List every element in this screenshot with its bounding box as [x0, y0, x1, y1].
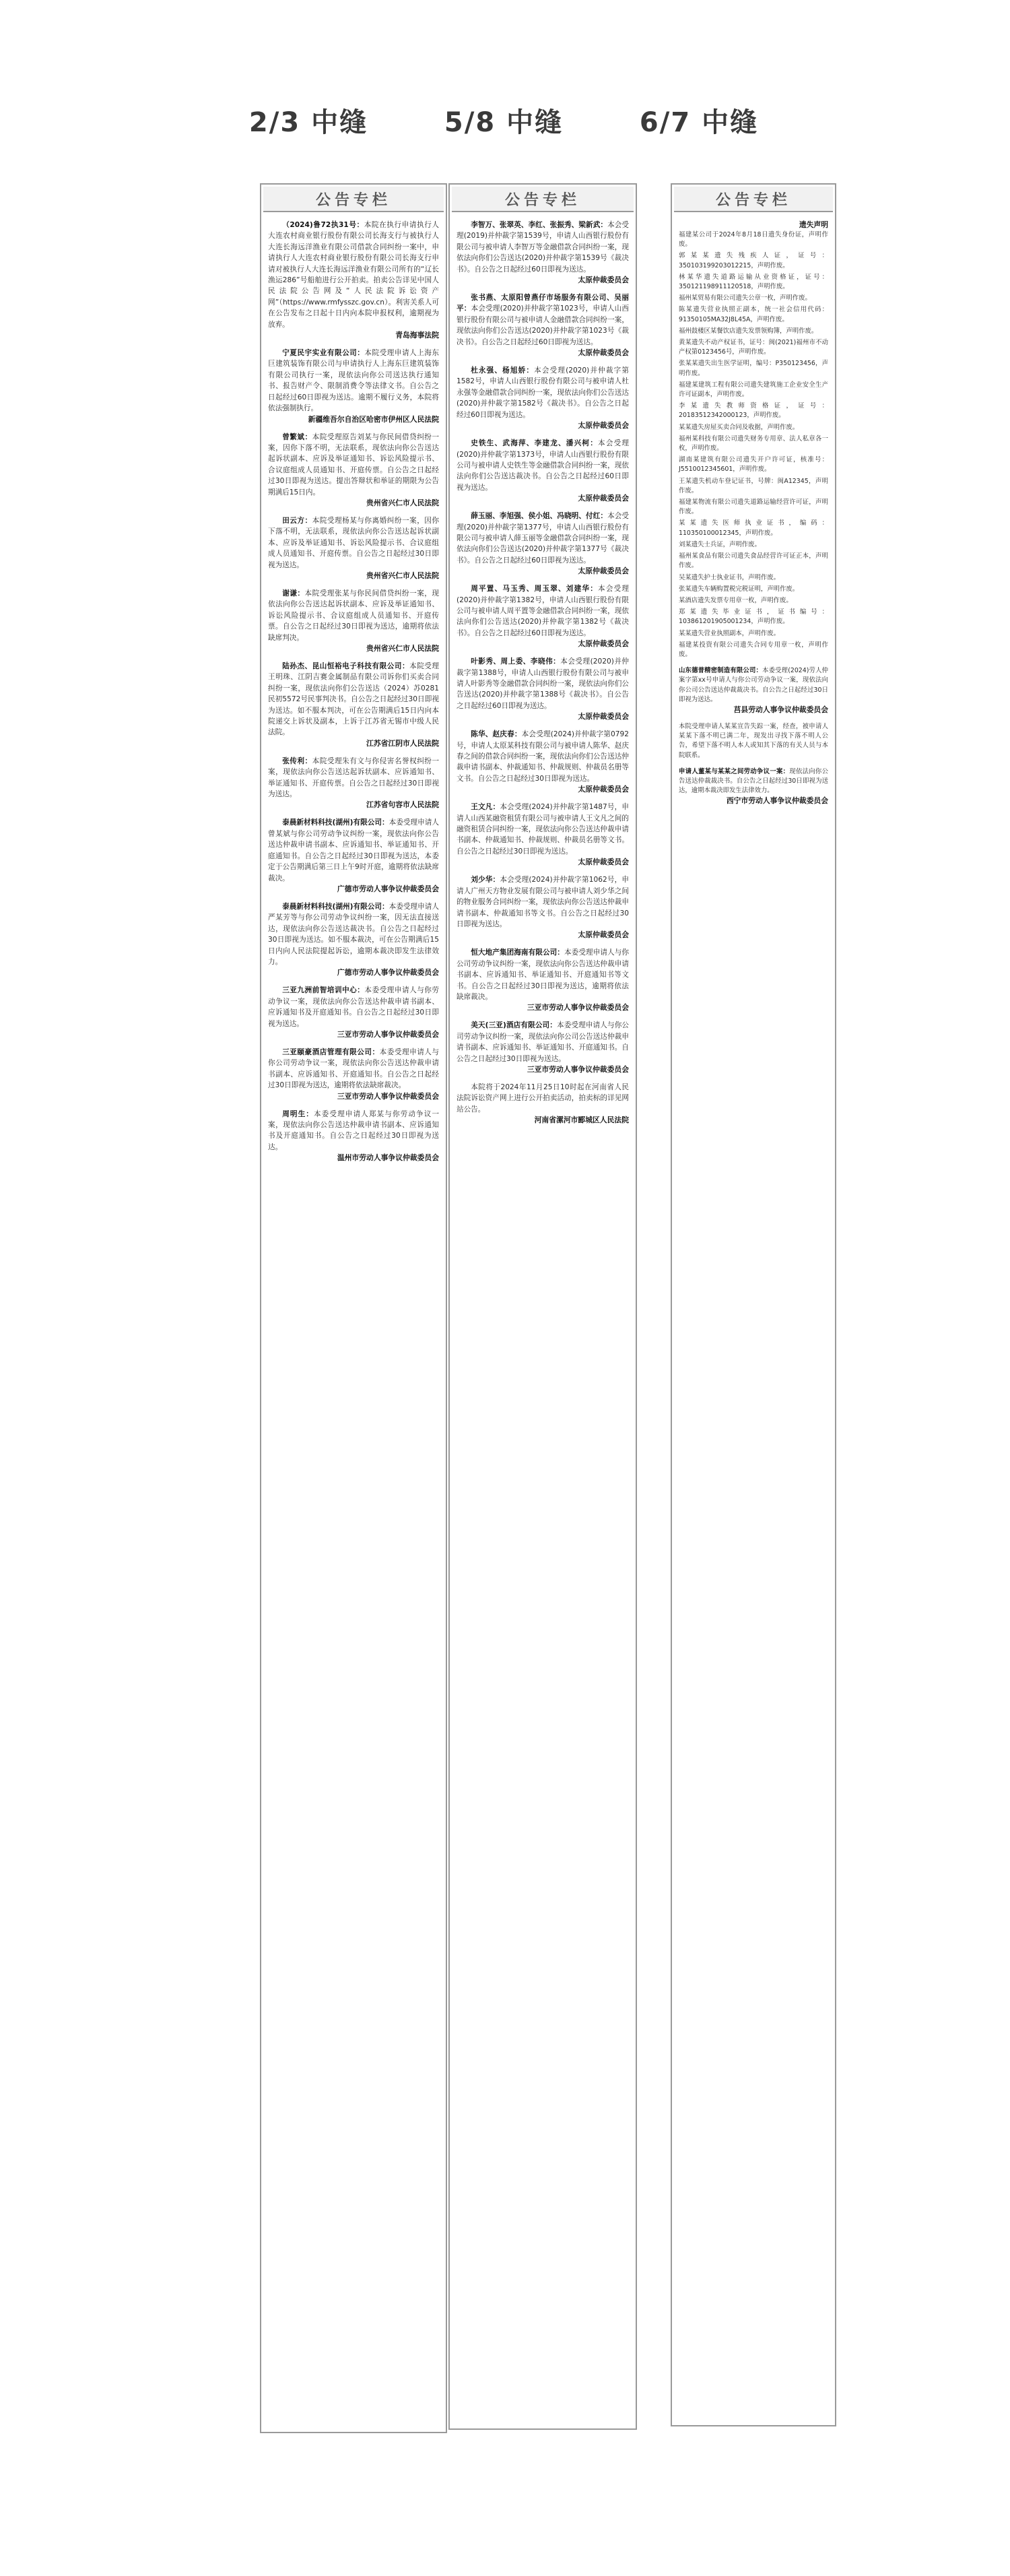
notice-item: [457, 874, 629, 940]
notice-item: [457, 729, 629, 795]
notice-body: [268, 985, 439, 1029]
notice-addressee: 三亚颐豪酒店管理有限公司：: [282, 1048, 380, 1056]
notice-item: [679, 722, 828, 761]
lost-notice-item: [679, 294, 828, 303]
notice-body: [679, 767, 828, 796]
lost-notice-text: 福建某投资有限公司遗失合同专用章一枚，声明作废。: [679, 641, 828, 658]
panel-title: 公告专栏: [674, 187, 833, 212]
notice-addressee: 恒大地产集团海南有限公司：: [471, 948, 564, 957]
notice-issuer: 西宁市劳动人事争议仲裁委员会: [726, 796, 828, 806]
notice-body: [457, 947, 629, 1002]
notice-issuer: 太原仲裁委员会: [578, 785, 629, 794]
notice-issuer: 太原仲裁委员会: [578, 639, 629, 649]
lost-notice-item: [679, 540, 828, 550]
notice-item: [457, 583, 629, 649]
notice-body: [679, 666, 828, 705]
lost-notice-text: 福建某公司于2024年8月18日遗失身份证，声明作废。: [679, 231, 828, 249]
notice-item: [268, 1047, 439, 1102]
notice-issuer: 太原仲裁委员会: [578, 930, 629, 940]
notice-item: [268, 756, 439, 811]
lost-notice-item: [679, 381, 828, 399]
notice-item: [268, 220, 439, 341]
notice-issuer: 青岛海事法院: [395, 331, 439, 340]
notice-item: [457, 1020, 629, 1075]
notice-issuer: 太原仲裁委员会: [578, 858, 629, 867]
notice-addressee: 三亚九洲前智培训中心：: [282, 986, 365, 995]
notice-body: [268, 220, 439, 330]
notice-item: [457, 292, 629, 358]
lost-notice-text: 湖南某建筑有限公司遗失开户许可证，核准号：J5510012345601，声明作废。: [679, 456, 828, 474]
notice-text: 本委受理申请人与你公司劳动争议纠纷一案，现依法向你公司公告送达仲裁申请书副本、应诉通知书、举证通知书、开庭通知书。自公告之日起经过30日即视为送达。: [457, 1021, 630, 1063]
lost-notice-item: [679, 423, 828, 432]
lost-notice-item: [679, 359, 828, 378]
notice-text: 现依法向你公告送达仲裁裁决书。自公告之日起经过30日即视为送达，逾期本裁决即发生法律效力。: [679, 767, 828, 795]
notice-text: 本会受理(2020)并仲裁字第1023号，申请人山西银行股份有限公司与被申请人金融借款合同纠纷一案，现依法向你们公告送达(2020)并仲裁字第1023号《裁决书》。自公告之日起经过60日即视为送达。: [457, 304, 630, 346]
notice-addressee: 谢谦：: [282, 589, 305, 598]
notice-issuer: 温州市劳动人事争议仲裁委员会: [337, 1153, 439, 1163]
notice-issuer: 太原仲裁委员会: [578, 494, 629, 503]
lost-notice-text: 某酒店遗失发票专用章一枚，声明作废。: [679, 596, 793, 604]
notice-item: [268, 661, 439, 749]
notice-item: [457, 511, 629, 577]
notice-item: [457, 438, 629, 504]
page-heading-col1: 2/3 中缝: [248, 107, 368, 138]
notice-issuer: 江苏省句容市人民法院: [366, 800, 439, 810]
notice-addressee: 刘少华：: [471, 876, 500, 884]
notice-issuer: 三亚市劳动人事争议仲裁委员会: [337, 1091, 439, 1101]
notice-issuer: 太原仲裁委员会: [578, 567, 629, 576]
notice-addressee: 泰晨新材料科技(湖州)有限公司：: [282, 902, 389, 911]
notice-body: [268, 515, 439, 571]
notice-addressee: 山东德普精密制造有限公司：: [679, 667, 763, 675]
notice-text: 本委受理申请人郑某与你劳动争议一案，现依法向你公告送达仲裁申请书副本、应诉通知书及开庭通知书。自公告之日起经过30日即视为送达。: [268, 1109, 440, 1151]
notice-body: [457, 1082, 629, 1115]
notice-item: [268, 588, 439, 654]
notice-issuer: 贵州省兴仁市人民法院: [366, 571, 439, 580]
notice-text: 本委受理申请人曾某斌与你公司劳动争议纠纷一案，现依法向你公告送达仲裁申请书副本、应诉通知书、举证通知书、开庭通知书。自公告之日起经过30日即视为送达，本委定于公告期满后第三日上午9时开庭，逾期将依法缺席裁决。: [268, 818, 440, 882]
notice-body: [457, 583, 629, 639]
notice-item: [268, 985, 439, 1040]
notice-body: [457, 511, 629, 566]
notice-body: [268, 901, 439, 967]
notice-item: [457, 1082, 629, 1126]
notice-text: 本委受理申请人与你劳动争议一案，现依法向你公告送达仲裁申请书副本、应诉通知书及开庭通知书。自公告之日起经过30日即视为送达。: [268, 986, 440, 1028]
lost-notice-text: 刘某遗失士兵证，声明作废。: [679, 540, 761, 548]
lost-notice-text: 黄某遗失不动产权证书，证号：闽(2021)福州市不动产权第0123456号，声明作废。: [679, 339, 828, 356]
lost-notice-item: [679, 629, 828, 639]
notice-body: [457, 874, 629, 930]
notice-text: 本院受理原告刘某与你民间借贷纠纷一案，因你下落不明，无法联系，现依法向你公告送达起诉状副本、应诉及举证通知书、诉讼风险提示书、合议庭组成人员通知书、开庭传票。自公告之日起经过30日即视为送达。提出答辩状和举证的期限为公告期满后15日内。: [268, 432, 440, 496]
notice-body: [268, 756, 439, 800]
notice-addressee: 王文凡：: [471, 803, 500, 812]
notice-panel-col1: [260, 183, 447, 2433]
lost-notice-text: 郭某某遗失残疾人证，证号：350103199203012215，声明作废。: [679, 252, 828, 269]
notice-addressee: 陆孙杰、昆山恒裕电子科技有限公司：: [282, 662, 410, 670]
notice-addressee: 史铁生、武海萍、李建龙、潘兴柯：: [471, 439, 599, 448]
notice-item: [268, 1109, 439, 1164]
notice-body: [457, 365, 629, 420]
lost-notice-text: 李某遗失教师资格证，证号：20183512342000123，声明作废。: [679, 402, 828, 420]
lost-notice-item: [679, 585, 828, 594]
notice-item: [679, 666, 828, 715]
notice-addressee: （2024)鲁72执31号：: [282, 221, 364, 229]
notice-body: [457, 729, 629, 784]
notice-text: 本院受理王明珠、江阴吉赛金属制品有限公司诉你们买卖合同纠纷一案，现依法向你们公告送达（2024）苏0281民初5572号民事判决书。自公告之日起经过30日即视为送达。如不服本判决，可在公告期满后15日内向本院递交上诉状及副本，上诉于江苏省无锡市中级人民法院。: [268, 662, 440, 737]
notice-body: [457, 438, 629, 493]
notice-issuer: 三亚市劳动人事争议仲裁委员会: [527, 1003, 629, 1012]
notice-panel-col2: [448, 183, 637, 2430]
notice-item: [268, 515, 439, 581]
notice-issuer: 莒县劳动人事争议仲裁委员会: [733, 705, 828, 714]
notice-addressee: 杜永强、杨旭娇：: [471, 366, 535, 375]
notice-issuer: 太原仲裁委员会: [578, 348, 629, 358]
notice-item: [457, 365, 629, 431]
notice-list: [672, 214, 835, 806]
notice-body: [268, 432, 439, 498]
notice-list: [261, 214, 446, 1163]
page-heading-col3: 6/7 中缝: [639, 107, 759, 138]
notice-addressee: 叶影秀、周上委、李晓伟：: [471, 657, 561, 666]
notice-item: [457, 947, 629, 1013]
notice-issuer: 三亚市劳动人事争议仲裁委员会: [337, 1029, 439, 1039]
notice-text: 本院受理申请人某某宣告失踪一案，经查，被申请人某某下落不明已满二年，现发出寻找下落不明人公告，希望下落不明人本人或知其下落的有关人员与本院联系。: [679, 722, 828, 759]
panel-title: 公告专栏: [263, 187, 444, 212]
notice-text: 本委受理申请人与你公司劳动争议纠纷一案，现依法向你公告送达仲裁申请书副本、应诉通知书、举证通知书、开庭通知书等文书。自公告之日起经过30日即视为送达，逾期将依法缺席裁决。: [457, 948, 630, 1001]
lost-notice-text: 张某某遗失出生医学证明，编号：P350123456，声明作废。: [679, 360, 828, 377]
notice-issuer: 太原仲裁委员会: [578, 712, 629, 721]
lost-notice-item: [679, 596, 828, 606]
notice-body: [268, 817, 439, 883]
notice-text: 本委受理申请人与你公司劳动争议一案，现依法向你公告送达仲裁申请书副本、应诉通知书、开庭通知书。自公告之日起经过30日即视为送达，逾期将依法缺席裁决。: [268, 1048, 440, 1090]
notice-issuer: 太原仲裁委员会: [578, 421, 629, 430]
notice-body: [457, 220, 629, 275]
notice-item: [268, 432, 439, 509]
lost-notice-item: [679, 251, 828, 270]
notice-body: [268, 661, 439, 738]
notice-issuer: 广德市劳动人事争议仲裁委员会: [337, 884, 439, 893]
lost-notice-text: 郑某遗失毕业证书，证书编号：103861201905001234，声明作废。: [679, 608, 828, 626]
notice-addressee: 薛玉丽、李旭强、侯小姐、冯晓明、付红：: [471, 512, 608, 521]
notice-body: [679, 722, 828, 761]
notice-body: [457, 656, 629, 711]
notice-body: [268, 1109, 439, 1153]
lost-notice-text: 陈某遗失营业执照正副本，统一社会信用代码：91350105MA32J8L45A，声明作废。: [679, 306, 828, 323]
lost-notice-text: 福州某食品有限公司遗失食品经营许可证正本，声明作废。: [679, 552, 828, 570]
lost-notice-text: 张某遗失车辆购置税完税证明，声明作废。: [679, 585, 799, 593]
notice-item: [679, 767, 828, 807]
lost-notice-item: [679, 608, 828, 626]
notice-issuer: 三亚市劳动人事争议仲裁委员会: [527, 1064, 629, 1074]
lost-notice-item: [679, 573, 828, 583]
notice-text: 本院在执行申请执行人大连农村商业银行股份有限公司长海支行与被执行人大连长海远洋渔业有限公司借款合同纠纷一案中，申请执行人大连农村商业银行股份有限公司长海支行申请对被执行人大连长海远洋渔业有限公司所有的“辽长渔运286”号船舶进行公开拍卖。拍卖公告详见中国人民法院公告网及“人民法院诉讼资产网”（https://www.rmfysszc.gov.cn）。利害关系人可在公告发布之日起十日内向本院申报权利，逾期视为放弃。: [268, 221, 439, 329]
notice-issuer: 河南省漯河市郾城区人民法院: [534, 1116, 629, 1125]
lost-notice-item: [679, 498, 828, 517]
lost-notice-item: [679, 273, 828, 292]
notice-item: [268, 817, 439, 894]
notice-addressee: 陈华、赵庆春：: [471, 730, 522, 739]
notice-body: [268, 1047, 439, 1091]
lost-notice-text: 福州某贸易有限公司遗失公章一枚，声明作废。: [679, 294, 811, 302]
notice-addressee: 张传利：: [282, 756, 312, 765]
notice-text: 本会受理(2024)并仲裁字第1062号，申请人广州天方物业发展有限公司与被申请人刘少华之间的物业服务合同纠纷一案，现依法向你公告送达仲裁申请书副本、仲裁通知书等文书。自公告之日起经过30日即视为送达。: [457, 876, 630, 928]
lost-notice-text: 某某遗失营业执照副本，声明作废。: [679, 629, 780, 637]
notice-body: [457, 1020, 629, 1064]
notice-issuer: 贵州省兴仁市人民法院: [366, 498, 439, 507]
lost-notice-item: [679, 552, 828, 571]
lost-notice-text: 某某遗失房屋买卖合同及收据，声明作废。: [679, 423, 799, 431]
lost-notice-text: 福州某科技有限公司遗失财务专用章、法人私章各一枚，声明作废。: [679, 434, 828, 453]
lost-notice-item: [679, 401, 828, 420]
notice-body: [457, 802, 629, 857]
notice-addressee: 李智万、张翠英、李红、张振秀、梁新武：: [471, 221, 608, 229]
notice-body: [457, 292, 629, 348]
lost-notice-item: [679, 519, 828, 538]
notice-text: 本院受理杨某与你离婚纠纷一案，因你下落不明，无法联系，现依法向你公告送达起诉状副本、应诉及举证通知书、诉讼风险提示书、合议庭组成人员通知书、开庭传票。自公告之日起经过30日即视为送达。: [268, 516, 440, 569]
notice-text: 本会受理(2020)并仲裁字第1382号，申请人山西银行股份有限公司与被申请人周平置等金融借款合同纠纷一案，现依法向你们公告送达(2020)并仲裁字第1382号《裁决书》。自公告之日起经过60日即视为送达。: [457, 585, 630, 637]
notice-text: 本会受理(2020)并仲裁字第1377号，申请人山西银行股份有限公司与被申请人薛玉丽等金融借款合同纠纷一案，现依法向你们公告送达(2020)并仲裁字第1377号《裁决书》。自公告之日起经过60日即视为送达。: [457, 512, 630, 565]
notice-addressee: 周明生：: [282, 1109, 314, 1118]
lost-notice-text: 福州鼓楼区某餐饮店遗失发票领购簿，声明作废。: [679, 327, 818, 335]
notice-text: 本会受理(2024)并仲裁字第0792号，申请人太原某科技有限公司与被申请人陈华、赵庆春之间的借款合同纠纷一案，现依法向你们公告送达仲裁申请书副本、仲裁通知书、仲裁规则、仲裁员名册等文书。自公告之日起经过30日即视为送达。: [457, 730, 630, 783]
notice-addressee: 田云方：: [282, 516, 312, 525]
notice-item: [457, 656, 629, 722]
notice-text: 本院受理张某与你民间借贷纠纷一案，现依法向你公告送达起诉状副本、应诉及举证通知书、诉讼风险提示书、合议庭组成人员通知书、开庭传票。自公告之日起经过30日即视为送达，逾期将依法缺席判决。: [268, 589, 440, 642]
notice-text: 本院受理申请人上海东巨建筑装饰有限公司与申请执行人上海东巨建筑装饰有限公司执行一案，现依法向你公司送达执行通知书、报告财产令、限制消费令等法律文书。自公告之日起经过60日即视为送达。逾期不履行义务，本院将依法强制执行。: [268, 349, 440, 413]
notice-issuer: 新疆维吾尔自治区哈密市伊州区人民法院: [308, 414, 439, 424]
lost-notice-item: [679, 434, 828, 453]
lost-notice-item: [679, 641, 828, 659]
lost-notice-text: 福建某物流有限公司遗失道路运输经营许可证，声明作废。: [679, 498, 828, 516]
notice-addressee: 泰晨新材料科技(湖州)有限公司：: [282, 818, 389, 827]
notice-text: 本会受理(2024)并仲裁字第1487号，申请人山西某融资租赁有限公司与被申请人王文凡之间的融资租赁合同纠纷一案，现依法向你公告送达仲裁申请书副本、仲裁通知书、仲裁规则、仲裁员名册等文书。自公告之日起经过30日即视为送达。: [457, 803, 630, 856]
notice-item: [457, 220, 629, 286]
lost-notice-item: [679, 305, 828, 324]
notice-body: [268, 348, 439, 414]
notice-text: 本委受理(2024)劳人仲案字第xx号申请人与你公司劳动争议一案，现依法向你公司公告送达仲裁裁决书。自公告之日起经过30日即视为送达。: [679, 667, 828, 703]
notice-text: 本院将于2024年11月25日10时起在河南省人民法院诉讼资产网上进行公开拍卖活动，拍卖标的详见网站公告。: [457, 1083, 629, 1114]
section-title: 遗失声明: [799, 220, 828, 229]
notice-addressee: 周平置、马玉秀、周玉翠、刘建华：: [471, 585, 599, 593]
lost-notice-item: [679, 338, 828, 357]
notice-issuer: 广德市劳动人事争议仲裁委员会: [337, 968, 439, 977]
lost-notice-item: [679, 477, 828, 496]
notice-list: [450, 214, 636, 1126]
notice-item: [457, 802, 629, 868]
notice-text: 本会受理(2020)并仲裁字第1582号，申请人山西银行股份有限公司与被申请人杜永强等金融借款合同纠纷一案，现依法向你们公告送达(2020)并仲裁字第1582号《裁决书》。自公告之日起经过60日即视为送达。: [457, 366, 629, 419]
lost-notice-item: [679, 327, 828, 336]
lost-notice-item: [679, 230, 828, 249]
lost-notice-text: 福建某建筑工程有限公司遗失建筑施工企业安全生产许可证副本，声明作废。: [679, 381, 828, 399]
lost-notice-text: 林某华遗失道路运输从业资格证，证号：350121198911120518，声明作废。: [679, 273, 828, 291]
notice-addressee: 曾繁斌：: [282, 432, 312, 441]
notice-text: 本委受理申请人严某芳等与你公司劳动争议纠纷一案，因无法直接送达，现依法向你公告送达裁决书。自公告之日起经过30日即视为送达。如不服本裁决，可在公告期满后15日内向人民法院提起诉讼，逾期本裁决即发生法律效力。: [268, 902, 440, 966]
notice-panel-col3: [671, 183, 836, 2426]
notice-text: 本会受理(2020)并仲裁字第1388号，申请人山西银行股份有限公司与被申请人叶影秀等金融借款合同纠纷一案，现依法向你们公告送达(2020)并仲裁字第1388号《裁决书》。自公告之日起经过60日即视为送达。: [457, 657, 630, 710]
notice-item: [268, 901, 439, 978]
notice-issuer: 贵州省兴仁市人民法院: [366, 644, 439, 653]
notice-addressee: 申请人董某与某某之间劳动争议一案：: [679, 767, 790, 775]
notice-item: [268, 348, 439, 424]
page-heading-col2: 5/8 中缝: [444, 107, 564, 138]
notice-body: [268, 588, 439, 643]
lost-notice-text: 吴某遗失护士执业证书，声明作废。: [679, 573, 780, 581]
notice-issuer: 江苏省江阴市人民法院: [366, 738, 439, 748]
notice-text: 本院受理朱有文与你侵害名誉权纠纷一案，现依法向你公告送达起诉状副本、应诉通知书、举证通知书、开庭传票。自公告之日起经过30日即视为送达。: [268, 756, 440, 799]
notice-addressee: 宁夏民宇实业有限公司：: [282, 349, 365, 358]
panel-title: 公告专栏: [452, 187, 634, 212]
lost-notice-text: 某某遗失医师执业证书，编码：110350100012345，声明作废。: [679, 519, 828, 537]
notice-addressee: 美天(三亚)酒店有限公司：: [471, 1021, 557, 1030]
lost-notice-text: 王某遗失机动车登记证书，号牌：闽A12345，声明作废。: [679, 477, 828, 494]
notice-text: 本会受理(2019)并仲裁字第1539号，申请人山西银行股份有限公司与被申请人李智万等金融借款合同纠纷一案，现依法向你们公告送达(2020)并仲裁字第1539号《裁决书》。自公告之日起经过60日即视为送达。: [457, 221, 630, 273]
notice-issuer: 太原仲裁委员会: [578, 276, 629, 285]
lost-notice-item: [679, 455, 828, 474]
notice-addressee: 张书燕、太原阳曾燕仔市场服务有限公司、吴丽平：: [457, 294, 629, 313]
notice-text: 本会受理(2020)并仲裁字第1373号，申请人山西银行股份有限公司与被申请人史铁生等金融借款合同纠纷一案，现依法向你们公告送达裁决书。自公告之日起经过60日即视为送达。: [457, 439, 630, 492]
